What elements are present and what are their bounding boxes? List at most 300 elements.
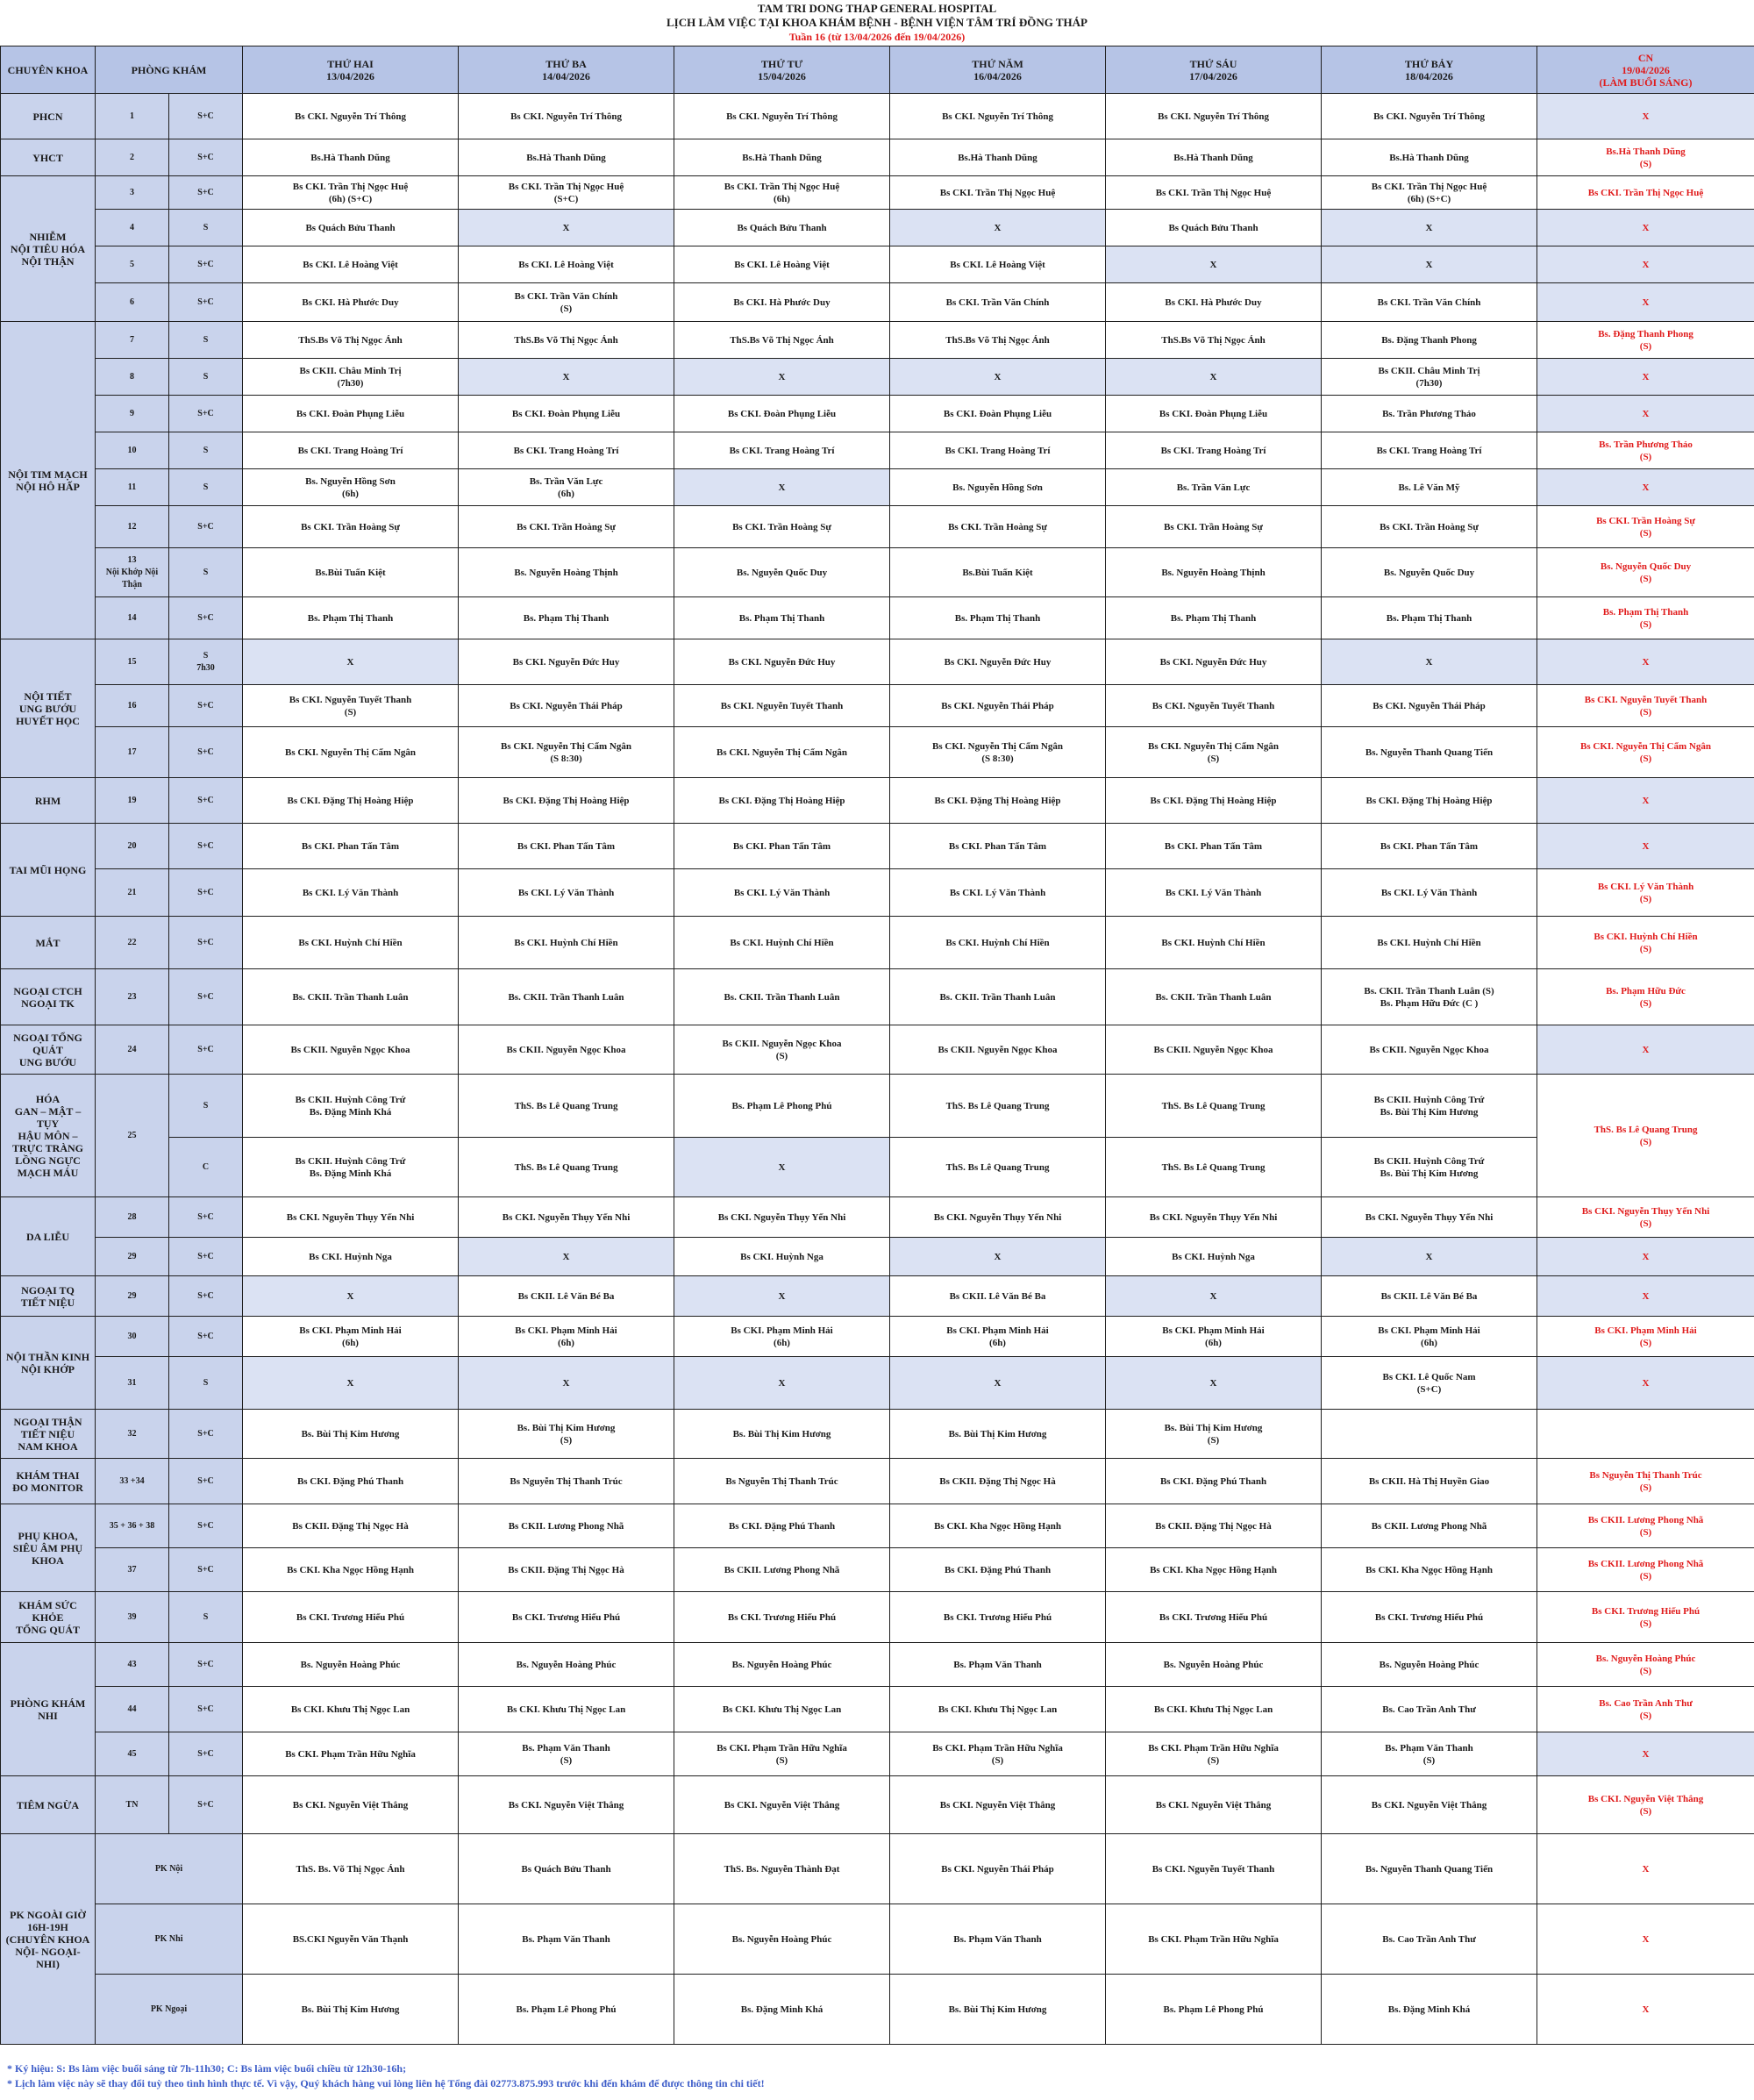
doctor-cell: Bs CKI. Nguyễn Trí Thông [243,94,459,139]
col-header-tue: THỨ BA 14/04/2026 [459,46,674,94]
col-header-fri: THỨ SÁU 17/04/2026 [1106,46,1322,94]
shift-cell: S+C [169,969,243,1025]
shift-cell: S+C [169,1025,243,1075]
doctor-cell: Bs CKI. Trương Hiếu Phú [459,1592,674,1643]
room-cell: 5 [96,246,169,283]
doctor-cell: Bs.Hà Thanh Dũng [890,139,1106,176]
schedule-row [1,1238,1754,1276]
doctor-cell: Bs CKI. Đặng Thị Hoàng Hiệp [1106,778,1322,824]
doctor-cell: Bs CKI. Phạm Minh Hải (6h) [890,1317,1106,1357]
room-cell: 19 [96,778,169,824]
doctor-cell: Bs CKII. Châu Minh Trị (7h30) [243,359,459,396]
shift-cell: S+C [169,1643,243,1687]
doctor-cell: Bs. Bùi Thị Kim Hương [890,1410,1106,1459]
doctor-cell: Bs CKI. Khưu Thị Ngọc Lan [459,1687,674,1732]
doctor-cell: Bs. Phạm Lê Phong Phú [1106,1975,1322,2045]
doctor-cell: Bs CKI. Trần Thị Ngọc Huệ (6h) (S+C) [1322,176,1537,210]
doctor-cell: Bs CKI. Kha Ngọc Hồng Hạnh [243,1548,459,1592]
doctor-cell: Bs. CKII. Trần Thanh Luân [243,969,459,1025]
doctor-cell: ThS.Bs Võ Thị Ngọc Ánh [1106,322,1322,359]
doctor-cell: Bs CKI. Nguyễn Thụy Yến Nhi [1106,1197,1322,1238]
schedule-row [1,597,1754,639]
doctor-cell: Bs CKII. Hà Thị Huyền Giao [1322,1459,1537,1504]
doctor-cell: Bs CKI. Lý Văn Thành [890,869,1106,917]
doctor-cell: Bs CKI. Nguyễn Trí Thông [459,94,674,139]
doctor-cell: ThS. Bs Lê Quang Trung [890,1138,1106,1197]
shift-cell: S+C [169,824,243,869]
doctor-cell: X [243,1357,459,1410]
department-cell: TIÊM NGỪA [1,1776,96,1834]
col-header-wed: THỨ TƯ 15/04/2026 [674,46,890,94]
room-cell: 45 [96,1732,169,1776]
shift-cell: S+C [169,176,243,210]
doctor-cell: Bs. CKII. Trần Thanh Luân [459,969,674,1025]
doctor-cell: Bs. Bùi Thị Kim Hương [243,1410,459,1459]
week-range: Tuần 16 (từ 13/04/2026 đến 19/04/2026) [788,31,966,43]
shift-cell: S+C [169,1410,243,1459]
doctor-cell: Bs CKI. Lý Văn Thành [243,869,459,917]
doctor-cell: Bs CKI. Trần Thị Ngọc Huệ (6h) (S+C) [243,176,459,210]
shift-cell: S [169,469,243,506]
doctor-cell: Bs CKI. Kha Ngọc Hồng Hạnh [1106,1548,1322,1592]
doctor-cell: Bs CKI. Trương Hiếu Phú (S) [1537,1592,1754,1643]
doctor-cell: X [1537,778,1754,824]
doctor-cell: Bs. Nguyễn Thanh Quang Tiến [1322,727,1537,778]
doctor-cell: Bs. Cao Trần Anh Thư (S) [1537,1687,1754,1732]
doctor-cell: X [459,210,674,246]
room-cell: 1 [96,94,169,139]
doctor-cell: ThS. Bs Lê Quang Trung (S) [1537,1075,1754,1197]
doctor-cell: Bs CKII. Huỳnh Công Trứ Bs. Đặng Minh Khá [243,1138,459,1197]
schedule-row [1,469,1754,506]
doctor-cell: Bs CKI. Khưu Thị Ngọc Lan [243,1687,459,1732]
doctor-cell: Bs. Nguyễn Hồng Sơn (6h) [243,469,459,506]
schedule-row [1,283,1754,322]
doctor-cell: X [674,469,890,506]
doctor-cell: Bs CKI. Nguyễn Thụy Yến Nhi (S) [1537,1197,1754,1238]
doctor-cell: Bs CKI. Nguyễn Thụy Yến Nhi [1322,1197,1537,1238]
legend-note: * Ký hiệu: S: Bs làm việc buổi sáng từ 7h-11h30; C: Bs làm việc buổi chiều từ 12h30-16h; [7,2062,407,2075]
shift-cell: S+C [169,1548,243,1592]
doctor-cell: Bs. Nguyễn Hoàng Phúc [243,1643,459,1687]
doctor-cell: Bs CKI. Phạm Trần Hữu Nghĩa [243,1732,459,1776]
doctor-cell: X [1106,246,1322,283]
doctor-cell: Bs CKII. Nguyễn Ngọc Khoa (S) [674,1025,890,1075]
schedule-row [1,1075,1754,1138]
doctor-cell: Bs. Đặng Thanh Phong (S) [1537,322,1754,359]
doctor-cell: Bs CKI. Nguyễn Thái Pháp [459,685,674,727]
room-cell: 10 [96,432,169,469]
page-title: LỊCH LÀM VIỆC TẠI KHOA KHÁM BỆNH - BỆNH VIỆN TÂM TRÍ ĐỒNG THÁP [667,16,1087,29]
shift-cell: S+C [169,917,243,969]
department-cell: KHÁM SỨC KHỎE TỔNG QUÁT [1,1592,96,1643]
doctor-cell: Bs CKI. Nguyễn Thụy Yến Nhi [674,1197,890,1238]
room-cell: 4 [96,210,169,246]
room-cell: PK Nhi [96,1904,243,1975]
doctor-cell: Bs CKI. Hà Phước Duy [1106,283,1322,322]
doctor-cell: Bs CKI. Đặng Thị Hoàng Hiệp [459,778,674,824]
schedule-row [1,1732,1754,1776]
doctor-cell: Bs. Bùi Thị Kim Hương (S) [459,1410,674,1459]
schedule-row [1,824,1754,869]
doctor-cell: Bs CKII. Châu Minh Trị (7h30) [1322,359,1537,396]
doctor-cell: Bs CKI. Trần Thị Ngọc Huệ (S+C) [459,176,674,210]
doctor-cell: Bs CKII. Đặng Thị Ngọc Hà [1106,1504,1322,1548]
doctor-cell: Bs CKI. Nguyễn Đức Huy [890,639,1106,685]
doctor-cell: Bs CKI. Nguyễn Việt Thắng [674,1776,890,1834]
doctor-cell: Bs CKI. Nguyễn Thị Cẩm Ngân (S) [1537,727,1754,778]
doctor-cell: Bs. CKII. Trần Thanh Luân (S) Bs. Phạm Hữu Đức (C ) [1322,969,1537,1025]
department-cell: NỘI TIM MẠCH NỘI HÔ HẤP [1,322,96,639]
schedule-row [1,246,1754,283]
doctor-cell: Bs. Nguyễn Hoàng Phúc [674,1904,890,1975]
doctor-cell: Bs. Phạm Lê Phong Phú [674,1075,890,1138]
shift-cell: S [169,359,243,396]
doctor-cell: Bs CKI. Huỳnh Chí Hiền [1106,917,1322,969]
room-cell: 21 [96,869,169,917]
doctor-cell: Bs CKI. Lý Văn Thành (S) [1537,869,1754,917]
doctor-cell: Bs CKI. Phạm Trần Hữu Nghĩa (S) [674,1732,890,1776]
doctor-cell: Bs CKI. Nguyễn Tuyết Thanh [674,685,890,727]
doctor-cell: Bs. Phạm Thị Thanh [674,597,890,639]
doctor-cell: X [1537,210,1754,246]
doctor-cell: Bs CKII. Huỳnh Công Trứ Bs. Bùi Thị Kim Hương [1322,1138,1537,1197]
doctor-cell: Bs CKI. Đoàn Phụng Liễu [1106,396,1322,432]
schedule-body [1,94,1754,2045]
doctor-cell: ThS.Bs Võ Thị Ngọc Ánh [890,322,1106,359]
doctor-cell: Bs CKI. Lý Văn Thành [674,869,890,917]
schedule-row [1,139,1754,176]
room-cell: 22 [96,917,169,969]
doctor-cell: Bs. Nguyễn Hoàng Phúc (S) [1537,1643,1754,1687]
doctor-cell: Bs CKI. Phạm Minh Hải (6h) [1106,1317,1322,1357]
schedule-row [1,359,1754,396]
doctor-cell: ThS. Bs Lê Quang Trung [1106,1075,1322,1138]
doctor-cell: Bs CKI. Nguyễn Việt Thắng [890,1776,1106,1834]
doctor-cell: BS.CKI Nguyễn Văn Thạnh [243,1904,459,1975]
doctor-cell: Bs CKI. Phạm Trần Hữu Nghĩa (S) [1106,1732,1322,1776]
doctor-cell: Bs CKII. Lương Phong Nhã [459,1504,674,1548]
shift-cell: S+C [169,1776,243,1834]
doctor-cell: Bs CKI. Trang Hoàng Trí [243,432,459,469]
doctor-cell: Bs. Đặng Minh Khá [1322,1975,1537,2045]
shift-cell: S+C [169,1504,243,1548]
doctor-cell: Bs Quách Bửu Thanh [243,210,459,246]
doctor-cell: Bs.Hà Thanh Dũng [1322,139,1537,176]
doctor-cell: Bs CKI. Trần Hoàng Sự [243,506,459,548]
footer-notes [7,2061,1747,2091]
doctor-cell [1537,1410,1754,1459]
doctor-cell: X [1322,1238,1537,1276]
doctor-cell: Bs CKI. Nguyễn Việt Thắng [459,1776,674,1834]
doctor-cell: Bs.Bùi Tuấn Kiệt [890,548,1106,597]
room-cell: 25 [96,1075,169,1197]
room-cell: 12 [96,506,169,548]
doctor-cell: Bs CKI. Nguyễn Thụy Yến Nhi [243,1197,459,1238]
doctor-cell: Bs CKI. Đoàn Phụng Liễu [890,396,1106,432]
doctor-cell: Bs CKII. Lê Văn Bé Ba [1322,1276,1537,1317]
doctor-cell: Bs Nguyễn Thị Thanh Trúc [674,1459,890,1504]
schedule-row [1,969,1754,1025]
doctor-cell: Bs CKII. Lương Phong Nhã [1322,1504,1537,1548]
room-cell: PK Ngoại [96,1975,243,2045]
doctor-cell: Bs CKII. Lương Phong Nhã [674,1548,890,1592]
doctor-cell: Bs CKI. Lý Văn Thành [1106,869,1322,917]
hospital-name: TAM TRI DONG THAP GENERAL HOSPITAL [757,2,997,15]
department-cell: RHM [1,778,96,824]
doctor-cell: Bs CKII. Huỳnh Công Trứ Bs. Đặng Minh Khá [243,1075,459,1138]
doctor-cell: Bs CKI. Hà Phước Duy [243,283,459,322]
doctor-cell: Bs CKI. Nguyễn Thị Cẩm Ngân [674,727,890,778]
doctor-cell: ThS.Bs Võ Thị Ngọc Ánh [243,322,459,359]
doctor-cell: Bs. Nguyễn Thanh Quang Tiến [1322,1834,1537,1904]
doctor-cell: Bs. Bùi Thị Kim Hương [890,1975,1106,2045]
doctor-cell: Bs CKI. Huỳnh Nga [674,1238,890,1276]
contact-notice: * Lịch làm việc này sẽ thay đổi tuỳ theo tình hình thực tế. Vì vậy, Quý khách hàng vui lòng liên hệ Tổng đài 02773.875.993 trước khi đến khám để được thông tin chi tiết! [7,2077,765,2089]
doctor-cell: X [1537,1904,1754,1975]
doctor-cell: Bs CKI. Hà Phước Duy [674,283,890,322]
doctor-cell: Bs. Phạm Văn Thanh [890,1904,1106,1975]
doctor-cell: Bs. Phạm Lê Phong Phú [459,1975,674,2045]
doctor-cell: Bs CKI. Đặng Phú Thanh [890,1548,1106,1592]
doctor-cell: Bs. Phạm Thị Thanh [890,597,1106,639]
doctor-cell [1322,1410,1537,1459]
room-cell: 29 [96,1238,169,1276]
doctor-cell: Bs CKI. Trang Hoàng Trí [1322,432,1537,469]
shift-cell: S [169,548,243,597]
doctor-cell: Bs CKI. Đoàn Phụng Liễu [243,396,459,432]
room-cell: 32 [96,1410,169,1459]
doctor-cell: X [1537,283,1754,322]
doctor-cell: Bs CKII. Lê Văn Bé Ba [890,1276,1106,1317]
shift-cell: S [169,1592,243,1643]
schedule-row [1,94,1754,139]
doctor-cell: Bs.Bùi Tuấn Kiệt [243,548,459,597]
doctor-cell: Bs CKI. Đặng Thị Hoàng Hiệp [243,778,459,824]
schedule-row [1,917,1754,969]
doctor-cell: Bs CKI. Trần Văn Chính [1322,283,1537,322]
department-cell: MẮT [1,917,96,969]
doctor-cell: Bs CKI. Nguyễn Tuyết Thanh (S) [1537,685,1754,727]
doctor-cell: X [1322,246,1537,283]
doctor-cell: Bs CKI. Trương Hiếu Phú [243,1592,459,1643]
doctor-cell: Bs CKI. Đặng Thị Hoàng Hiệp [1322,778,1537,824]
shift-cell: S+C [169,1317,243,1357]
doctor-cell: Bs. Nguyễn Quốc Duy [1322,548,1537,597]
shift-cell: S+C [169,283,243,322]
doctor-cell: X [674,1276,890,1317]
doctor-cell: Bs CKI. Phan Tấn Tâm [459,824,674,869]
doctor-cell: Bs CKI. Huỳnh Chí Hiền [243,917,459,969]
doctor-cell: Bs. Phạm Thị Thanh [243,597,459,639]
room-cell: 31 [96,1357,169,1410]
department-cell: NỘI TIẾT UNG BƯỚU HUYẾT HỌC [1,639,96,778]
doctor-cell: Bs CKI. Nguyễn Tuyết Thanh [1106,685,1322,727]
schedule-row [1,210,1754,246]
department-cell: NGOẠI CTCH NGOẠI TK [1,969,96,1025]
doctor-cell: Bs CKI. Trần Hoàng Sự [674,506,890,548]
room-cell: 11 [96,469,169,506]
doctor-cell: X [674,359,890,396]
doctor-cell: Bs CKI. Phạm Minh Hải (6h) [459,1317,674,1357]
doctor-cell: Bs CKI. Nguyễn Trí Thông [1106,94,1322,139]
doctor-cell: Bs. Phạm Văn Thanh [890,1643,1106,1687]
department-cell: PHÒNG KHÁM NHI [1,1643,96,1776]
doctor-cell: Bs CKI. Khưu Thị Ngọc Lan [1106,1687,1322,1732]
doctor-cell: Bs CKI. Lê Quốc Nam (S+C) [1322,1357,1537,1410]
doctor-cell: Bs CKI. Lý Văn Thành [1322,869,1537,917]
doctor-cell: Bs CKII. Huỳnh Công Trứ Bs. Bùi Thị Kim Hương [1322,1075,1537,1138]
doctor-cell: Bs. Lê Văn Mỹ [1322,469,1537,506]
room-cell: 44 [96,1687,169,1732]
doctor-cell: X [1537,469,1754,506]
doctor-cell: Bs. Nguyễn Hoàng Thịnh [1106,548,1322,597]
shift-cell: S+C [169,727,243,778]
doctor-cell: ThS. Bs Lê Quang Trung [890,1075,1106,1138]
doctor-cell: Bs CKI. Đặng Phú Thanh [243,1459,459,1504]
shift-cell: S+C [169,597,243,639]
doctor-cell: Bs CKI. Nguyễn Tuyết Thanh (S) [243,685,459,727]
doctor-cell: Bs CKI. Trương Hiếu Phú [1322,1592,1537,1643]
schedule-row [1,396,1754,432]
doctor-cell: X [1537,1975,1754,2045]
room-cell: TN [96,1776,169,1834]
doctor-cell: Bs CKI. Nguyễn Thị Cẩm Ngân [243,727,459,778]
schedule-row [1,322,1754,359]
doctor-cell: Bs CKI. Đoàn Phụng Liễu [459,396,674,432]
doctor-cell: X [1537,1276,1754,1317]
schedule-row [1,1643,1754,1687]
department-cell: NỘI THẦN KINH NỘI KHỚP [1,1317,96,1410]
doctor-cell: Bs CKI. Trần Thị Ngọc Huệ [890,176,1106,210]
doctor-cell: Bs CKI. Trần Hoàng Sự (S) [1537,506,1754,548]
doctor-cell: Bs. Bùi Thị Kim Hương [674,1410,890,1459]
doctor-cell: Bs. Phạm Văn Thanh [459,1904,674,1975]
schedule-row [1,1904,1754,1975]
schedule-table [0,46,1754,2045]
doctor-cell: X [459,359,674,396]
doctor-cell: X [1537,1238,1754,1276]
doctor-cell: Bs CKI. Khưu Thị Ngọc Lan [890,1687,1106,1732]
doctor-cell: Bs CKI. Nguyễn Thụy Yến Nhi [890,1197,1106,1238]
shift-cell: S+C [169,1687,243,1732]
doctor-cell: Bs CKI. Lê Hoàng Việt [674,246,890,283]
doctor-cell: Bs CKI. Lê Hoàng Việt [890,246,1106,283]
doctor-cell: X [1537,94,1754,139]
doctor-cell: Bs. Nguyễn Hoàng Phúc [459,1643,674,1687]
department-cell: TAI MŨI HỌNG [1,824,96,917]
doctor-cell: Bs CKI. Phạm Minh Hải (S) [1537,1317,1754,1357]
doctor-cell: Bs CKI. Trương Hiếu Phú [890,1592,1106,1643]
doctor-cell: Bs CKI. Trương Hiếu Phú [674,1592,890,1643]
doctor-cell: X [1106,359,1322,396]
doctor-cell: Bs CKII. Đặng Thị Ngọc Hà [243,1504,459,1548]
doctor-cell: Bs. Trần Văn Lực (6h) [459,469,674,506]
department-cell: PHỤ KHOA, SIÊU ÂM PHỤ KHOA [1,1504,96,1592]
room-cell: 2 [96,139,169,176]
room-cell: 37 [96,1548,169,1592]
doctor-cell: Bs. Phạm Thị Thanh [459,597,674,639]
department-cell: YHCT [1,139,96,176]
room-cell: 24 [96,1025,169,1075]
schedule-row [1,778,1754,824]
doctor-cell: Bs CKI. Khưu Thị Ngọc Lan [674,1687,890,1732]
schedule-row [1,1138,1754,1197]
doctor-cell: Bs CKI. Nguyễn Trí Thông [890,94,1106,139]
doctor-cell: Bs Quách Bửu Thanh [459,1834,674,1904]
doctor-cell: Bs CKI. Huỳnh Chí Hiền [459,917,674,969]
doctor-cell: Bs. CKII. Trần Thanh Luân [890,969,1106,1025]
doctor-cell: ThS. Bs Lê Quang Trung [1106,1138,1322,1197]
doctor-cell: Bs CKI. Phan Tấn Tâm [1322,824,1537,869]
department-cell: PK NGOÀI GIỜ 16H-19H (CHUYÊN KHOA NỘI- NGOẠI- NHI) [1,1834,96,2045]
doctor-cell: Bs CKI. Đặng Thị Hoàng Hiệp [890,778,1106,824]
doctor-cell: Bs CKI. Phạm Minh Hải (6h) [243,1317,459,1357]
doctor-cell: Bs CKI. Nguyễn Trí Thông [1322,94,1537,139]
room-cell: 7 [96,322,169,359]
doctor-cell: Bs CKI. Huỳnh Chí Hiền [1322,917,1537,969]
doctor-cell: Bs CKI. Nguyễn Trí Thông [674,94,890,139]
room-cell: 13 Nội Khớp Nội Thận [96,548,169,597]
schedule-row [1,1276,1754,1317]
room-cell: 20 [96,824,169,869]
doctor-cell: Bs. Phạm Văn Thanh (S) [1322,1732,1537,1776]
doctor-cell: Bs CKI. Nguyễn Thái Pháp [1322,685,1537,727]
doctor-cell: Bs CKI. Huỳnh Chí Hiền [890,917,1106,969]
room-cell: 35 + 36 + 38 [96,1504,169,1548]
doctor-cell: X [1322,210,1537,246]
doctor-cell: Bs. Nguyễn Hoàng Thịnh [459,548,674,597]
doctor-cell: Bs CKI. Trang Hoàng Trí [890,432,1106,469]
doctor-cell: Bs CKII. Nguyễn Ngọc Khoa [243,1025,459,1075]
doctor-cell: Bs Quách Bửu Thanh [674,210,890,246]
shift-cell: S [169,1357,243,1410]
doctor-cell: Bs CKI. Nguyễn Thụy Yến Nhi [459,1197,674,1238]
shift-cell: S+C [169,506,243,548]
doctor-cell: Bs CKII. Lương Phong Nhã (S) [1537,1504,1754,1548]
schedule-row [1,1592,1754,1643]
doctor-cell: Bs CKI. Phan Tấn Tâm [1106,824,1322,869]
doctor-cell: X [890,1357,1106,1410]
col-header-dept: CHUYÊN KHOA [1,46,96,94]
room-cell: 23 [96,969,169,1025]
page-header [0,0,1754,46]
doctor-cell: X [1537,1732,1754,1776]
doctor-cell: Bs CKI. Trần Thị Ngọc Huệ (6h) [674,176,890,210]
room-cell: 39 [96,1592,169,1643]
doctor-cell: Bs. Cao Trần Anh Thư [1322,1904,1537,1975]
doctor-cell: Bs CKI. Trang Hoàng Trí [674,432,890,469]
doctor-cell: Bs CKI. Nguyễn Thái Pháp [890,685,1106,727]
doctor-cell: Bs CKI. Trang Hoàng Trí [459,432,674,469]
doctor-cell: Bs CKI. Nguyễn Thị Cẩm Ngân (S 8:30) [459,727,674,778]
doctor-cell: ThS.Bs Võ Thị Ngọc Ánh [674,322,890,359]
schedule-row [1,548,1754,597]
doctor-cell: Bs CKI. Nguyễn Thị Cẩm Ngân (S) [1106,727,1322,778]
schedule-row [1,1504,1754,1548]
shift-cell: S [169,1075,243,1138]
doctor-cell: X [1322,639,1537,685]
doctor-cell: Bs CKI. Phan Tấn Tâm [243,824,459,869]
doctor-cell: X [890,1238,1106,1276]
shift-cell: S [169,322,243,359]
doctor-cell: ThS. Bs. Võ Thị Ngọc Ánh [243,1834,459,1904]
doctor-cell: Bs. Nguyễn Hoàng Phúc [1106,1643,1322,1687]
doctor-cell: X [1537,639,1754,685]
doctor-cell: Bs CKI. Đoàn Phụng Liễu [674,396,890,432]
doctor-cell: Bs CKI. Huỳnh Chí Hiền (S) [1537,917,1754,969]
doctor-cell: Bs.Hà Thanh Dũng [1106,139,1322,176]
